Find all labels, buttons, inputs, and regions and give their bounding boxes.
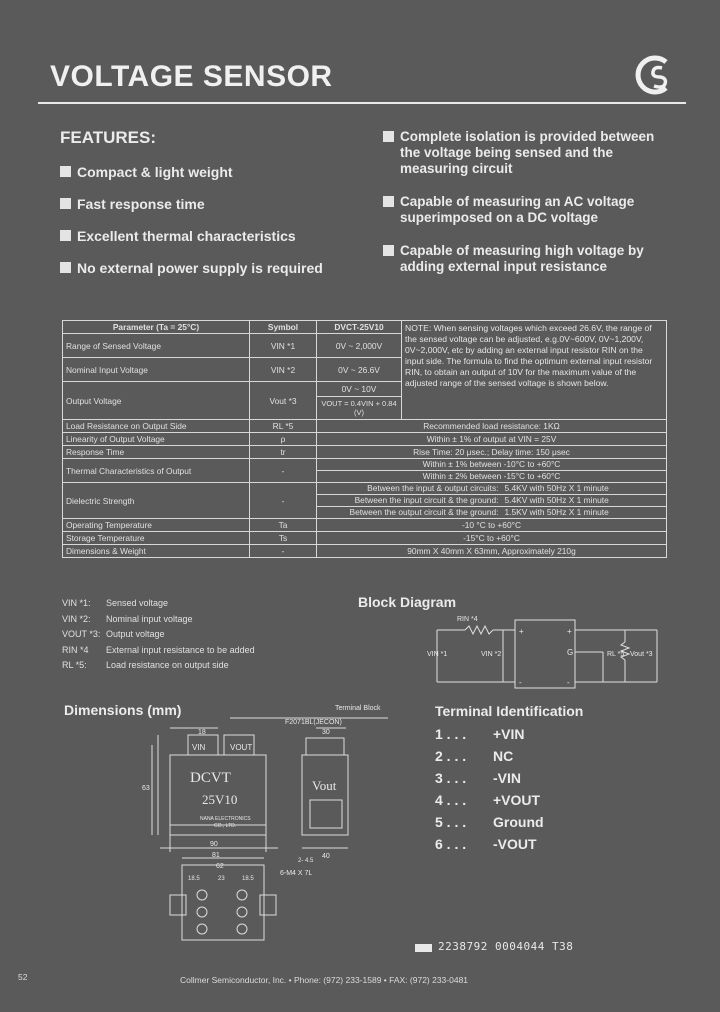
block-diagram-title: Block Diagram	[358, 594, 457, 610]
bullet-icon	[60, 262, 71, 273]
company-logo-icon	[634, 54, 674, 96]
resistor-rin-icon	[465, 626, 493, 634]
bullet-icon	[383, 131, 394, 142]
feature-item: Excellent thermal characteristics	[60, 228, 296, 244]
legend-item: VIN *2: Nominal input voltage	[62, 613, 193, 624]
feature-item: No external power supply is required	[60, 260, 323, 276]
dim-62-label: 62	[216, 863, 224, 870]
list-item: 1 . . . +VIN	[435, 726, 525, 742]
page-title: VOLTAGE SENSOR	[50, 60, 333, 93]
dim-90-label: 90	[210, 841, 218, 848]
bullet-icon	[383, 196, 394, 207]
legend-item: VIN *1: Sensed voltage	[62, 598, 169, 608]
dim-81-label: 81	[212, 852, 220, 859]
g-label: G	[567, 648, 574, 657]
terminal-list	[435, 723, 544, 855]
vout-label: Vout *3	[630, 651, 653, 658]
bullet-icon	[383, 245, 394, 256]
feature-item: Compact & light weight	[60, 164, 233, 180]
rl-label: RL *5	[607, 651, 625, 658]
terminal-id-title: Terminal Identification	[435, 703, 584, 719]
dim-terminal-block-label: Terminal Block	[335, 705, 381, 712]
dim-63-label: 63	[142, 785, 150, 792]
dim-18-label: 18	[198, 729, 206, 736]
table-row: Range of Sensed Voltage VIN *1 0V ~ 2,000V	[63, 334, 667, 358]
barcode-mark	[415, 944, 432, 952]
legend-item: VOUT *3: Output voltage	[62, 629, 165, 639]
rin-label: RIN *4	[457, 616, 478, 623]
dim-maker-line2: CO., LTD.	[214, 823, 237, 829]
table-note: NOTE: When sensing voltages which exceed 26.6V, the range of the sensed voltage can be adjusted, e.g.0V~600V, 0V~1,200V, 0V~2,000V, etc by adding an external input resistor RIN on the input side. The formula to find the optimum external input resistor RIN, to obtain an output of 10V for the maximum value of the adjusted range of the sensed voltage is shown below.	[402, 321, 667, 420]
dim-vout-side-label: Vout	[312, 778, 337, 793]
symbol-legend	[62, 596, 255, 674]
dim-23-label: 23	[218, 876, 225, 882]
table-header-row: Parameter (Ta = 25°C) Symbol DVCT-25V10 NOTE: When sensing voltages which exceed 26.6V, the range of the sensed voltage can be adjusted, e.g.0V~600V, 0V~1,200V, 0V~2,000V, etc by adding an external input resistor RIN on the input side. The formula to find the optimum external input resistor RIN, to obtain an output of 10V for the maximum value of the adjusted range of the sensed voltage is shown below.	[63, 321, 667, 334]
dimensions-title: Dimensions (mm)	[64, 702, 182, 718]
plus-out-label: +	[567, 627, 572, 636]
minus-in-label: -	[519, 678, 522, 687]
vin2-label: VIN *2	[481, 651, 502, 658]
dim-18-5b-label: 18.5	[242, 876, 254, 882]
legend-item: RL *5: Load resistance on output side	[62, 660, 229, 670]
plus-in-label: +	[519, 627, 524, 636]
vin1-label: VIN *1	[427, 651, 448, 658]
table-row: Dielectric Strength - Between the input & output circuits: 5.4KV with 50Hz X 1 minute Between the input circuit & the ground: 5.4KV with 50Hz X 1 minute Between the output circuit & the ground: 1.5KV with 50Hz X 1 minute	[63, 483, 667, 519]
bullet-icon	[60, 230, 71, 241]
footer-contact: Collmer Semiconductor, Inc. • Phone: (972) 233-1589 • FAX: (972) 233-0481	[180, 975, 469, 985]
dim-4-5-label: 2- 4.5	[298, 858, 314, 864]
title-rule	[38, 102, 686, 104]
dim-30-label: 30	[322, 729, 330, 736]
dim-maker-line1: NANA ELECTRONICS	[200, 816, 251, 822]
barcode-text: 2238792 0004044 T38	[438, 940, 574, 953]
table-row: Thermal Characteristics of Output - Within ± 1% between -10°C to +60°C Within ± 2% between -15°C to +60°C	[63, 459, 667, 483]
minus-out-label: -	[567, 678, 570, 687]
feature-item-right: Capable of measuring high voltage by adding external input resistance	[383, 243, 644, 275]
table-row: Nominal Input Voltage VIN *2 0V ~ 26.6V	[63, 358, 667, 382]
table-row: Dimensions & Weight - 90mm X 40mm X 63mm, Approximately 210g	[63, 545, 667, 558]
page-number: 52	[18, 972, 28, 982]
dim-40-label: 40	[322, 853, 330, 860]
legend-item: RIN *4 External input resistance to be added	[62, 644, 255, 655]
features-heading: FEATURES:	[60, 128, 157, 147]
list-item: 4 . . . +VOUT	[435, 792, 541, 808]
list-item: 6 . . . -VOUT	[435, 836, 537, 852]
table-row: Response Time tr Rise Time: 20 μsec.; Delay time: 150 μsec	[63, 446, 667, 459]
dim-vin-label: VIN	[192, 743, 206, 752]
table-row: Operating Temperature Ta -10 °C to +60°C	[63, 519, 667, 532]
feature-item-right: Complete isolation is provided between the voltage being sensed and the measuring circuit	[383, 129, 654, 177]
side-terminal-block	[306, 738, 344, 755]
dim-holes-label: 6-M4 X 7L	[280, 870, 313, 877]
feature-item: Fast response time	[60, 196, 205, 212]
spec-table	[62, 320, 667, 558]
list-item: 2 . . . NC	[435, 748, 514, 764]
table-row: Linearity of Output Voltage ρ Within ± 1% of output at VIN = 25V	[63, 433, 667, 446]
bullet-icon	[60, 198, 71, 209]
side-body	[302, 755, 348, 835]
feature-item-right: Capable of measuring an AC voltage superimposed on a DC voltage	[383, 194, 634, 226]
dim-front-line1: DCVT	[190, 770, 231, 786]
dim-front-line2: 25V10	[202, 792, 238, 807]
dim-part-label: F2071BL(JECON)	[285, 719, 342, 726]
list-item: 3 . . . -VIN	[435, 770, 521, 786]
dimensions-drawing	[130, 700, 400, 945]
table-row: Output Voltage Vout *3 0V ~ 10V VOUT = 0.4VIN + 0.84 (V)	[63, 382, 667, 420]
table-row: Load Resistance on Output Side RL *5 Recommended load resistance: 1KΩ	[63, 420, 667, 433]
sensor-block	[515, 620, 575, 688]
bullet-icon	[60, 166, 71, 177]
table-row: Storage Temperature Ts -15°C to +60°C	[63, 532, 667, 545]
dim-vout-front-label: VOUT	[230, 743, 253, 752]
dim-18-5a-label: 18.5	[188, 876, 200, 882]
block-diagram	[425, 610, 665, 700]
list-item: 5 . . . Ground	[435, 814, 544, 830]
